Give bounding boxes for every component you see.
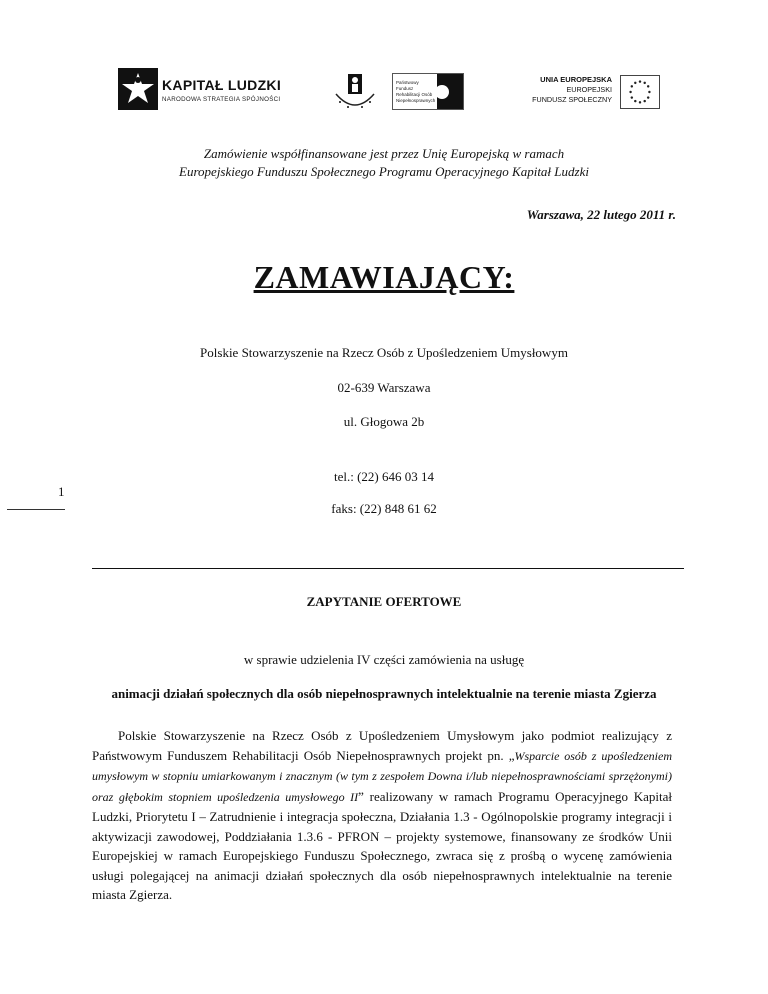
org-fax: faks: (22) 848 61 62 [331,501,437,516]
intro-line-2: Europejskiego Funduszu Społecznego Programu Operacyjnego Kapitał Ludzki [179,164,589,179]
body-paragraph [92,726,672,905]
zamawiajacy-heading: ZAMAWIAJĄCY: [253,259,515,295]
seal-logo [330,72,380,112]
ue-line1: UNIA EUROPEJSKA [540,75,612,84]
intro-line-1: Zamówienie współfinansowane jest przez Unię Europejską w ramach [203,146,565,161]
kapital-ludzki-title: KAPITAŁ LUDZKI [162,77,282,93]
document-date: Warszawa, 22 lutego 2011 r. [526,207,676,222]
ue-efs-logo [510,75,660,109]
section-divider [92,568,684,569]
seal-icon [330,72,380,112]
service-name: animacji działań społecznych dla osób niepełnosprawnych intelektualnie na terenie miasta Zgierza [111,686,657,701]
document-title: ZAPYTANIE OFERTOWE [306,594,462,609]
org-street: ul. Głogowa 2b [343,414,425,429]
pfron-logo [392,73,464,110]
org-postal: 02-639 Warszawa [337,380,431,395]
pfron-circle-icon [435,85,449,99]
ue-line3: FUNDUSZ SPOŁECZNY [532,95,612,104]
co-financing-note [0,145,768,181]
org-name: Polskie Stowarzyszenie na Rzecz Osób z Upośledzeniem Umysłowym [200,345,568,360]
org-phone: tel.: (22) 646 03 14 [333,469,434,484]
subject-line: w sprawie udzielenia IV części zamówienia na usługę [243,652,525,667]
ue-text [510,75,612,105]
para-part-2: ” realizowany w ramach Programu Operacyjnego Kapitał Ludzki, Priorytetu I – Zatrudnienie i integracja społeczna, Działania 1.3 - Ogólnopolskie programy integracji i aktywizacji zawodowej, Poddziałania 1.3.6 - PFRON – projekty systemowe, finansowany ze środków Unii Europejskiej w ramach Europejskiego Funduszu Społecznego, zwraca się z prośbą o wycenę zamówienia usługi polegającej na animacji działań społecznych dla osób niepełnosprawnych intelektualnie na terenie miasta Zgierza. [92,788,673,902]
page-number: 1 [58,484,65,499]
project-title: Wsparcie osób z upośledzeniem umysłowym w stopniu umiarkowanym i znacznym (w tym z zespołem Downa i/lub niepełnosprawnościami sprzężonymi) oraz głębokim stopniem upośledzenia umysłowego II [92,748,672,804]
eu-flag-icon [620,75,660,109]
star-figure-icon [118,68,158,110]
ue-line2: EUROPEJSKI [566,85,612,94]
para-part-1: Polskie Stowarzyszenie na Rzecz Osób z Upośledzeniem Umysłowym jako podmiot realizujący z Państwowym Funduszem Rehabilitacji Osób Niepełnosprawnych projekt pn. „ [92,728,672,763]
pfron-text: Państwowy Fundusz Rehabilitacji Osób Niepełnosprawnych [396,80,436,103]
kapital-ludzki-subtitle: NARODOWA STRATEGIA SPÓJNOŚCI [162,96,281,103]
page-number-rule [7,509,65,510]
kapital-ludzki-logo [118,66,288,112]
